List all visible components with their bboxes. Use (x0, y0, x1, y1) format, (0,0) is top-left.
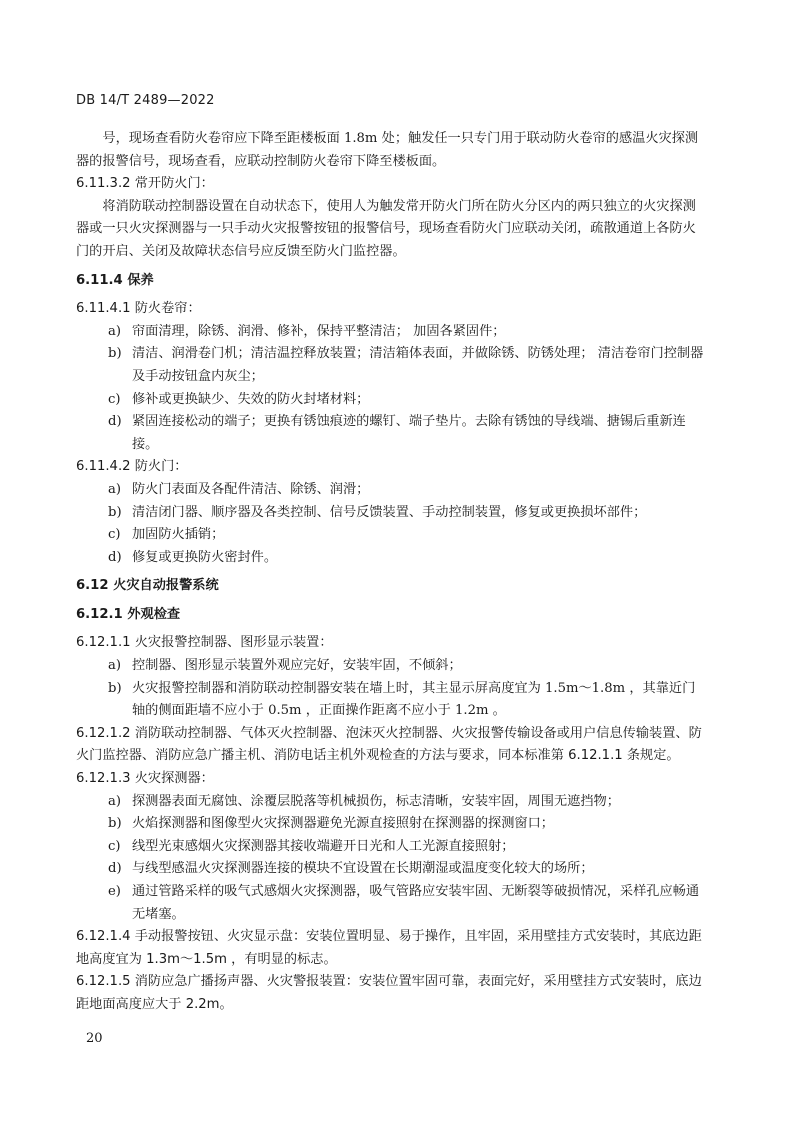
clause-6-12-1-2: 6.12.1.2 消防联动控制器、气体灭火控制器、泡沫灭火控制器、火灾报警传输设备或用户信息传输装置、防火门监控器、消防应急广播主机、消防电话主机外观检查的方法与要求，同本标准第 6.12.1.1 条规定。 (76, 725, 702, 764)
page-number: 20 (86, 1031, 103, 1046)
heading-6-12-1: 6.12.1 外观检查 (76, 606, 181, 622)
list-fire-shutter-maintenance (76, 321, 706, 457)
list-item: c) 线型光束感烟火灾探测器其接收端避开日光和人工光源直接照射； (108, 838, 515, 854)
list-item: e) 通过管路采样的吸气式感烟火灾探测器，吸气管路应安装牢固、无断裂等破损情况，采样孔应畅通无堵塞。 (108, 884, 700, 922)
list-item: c) 加固防火插销； (108, 527, 225, 543)
list-item: b) 清洁、润滑卷门机；清洁温控释放装置；清洁箱体表面，并做除锈、防锈处理； 清洁卷帘门控制器及手动按钮盒内灰尘； (108, 346, 704, 384)
list-item: a) 控制器、图形显示装置外观应完好，安装牢固，不倾斜； (108, 658, 462, 674)
clause-6-11-3-2: 6.11.3.2 常开防火门： (76, 176, 214, 192)
list-item: b) 火焰探测器和图像型火灾探测器避免光源直接照射在探测器的探测窗口； (108, 816, 554, 832)
clause-6-11-4-1: 6.11.4.1 防火卷帘： (76, 301, 201, 317)
list-item: d) 修复或更换防火密封件。 (108, 549, 278, 565)
clause-6-12-1-3: 6.12.1.3 火灾探测器： (76, 771, 214, 787)
clause-6-12-1-1: 6.12.1.1 火灾报警控制器、图形显示装置： (76, 635, 333, 651)
list-item: b) 清洁闭门器、顺序器及各类控制、信号反馈装置、手动控制装置，修复或更换损坏部件； (108, 504, 647, 520)
list-fire-door-maintenance (76, 479, 706, 569)
paragraph-fire-shutter-cont: 号，现场查看防火卷帘应下降至距楼板面 1.8m 处；触发任一只专门用于联动防火卷帘的感温火灾探测器的报警信号，现场查看，应联动控制防火卷帘下降至楼板面。 (76, 131, 699, 169)
document-body (76, 128, 706, 1017)
heading-6-11-4: 6.11.4 保养 (76, 272, 154, 288)
list-controller-appearance (76, 655, 706, 723)
list-item: a) 帘面清理，除锈、润滑、修补，保持平整清洁； 加固各紧固件； (108, 323, 506, 339)
list-item: b) 火灾报警控制器和消防联动控制器安装在墙上时，其主显示屏高度宜为 1.5m～1.8m ，其靠近门轴的侧面距墙不应小于 0.5m ，正面操作距离不应小于 1.2m 。 (108, 680, 696, 719)
document-header: DB 14/T 2489—2022 (76, 93, 215, 108)
heading-6-12: 6.12 火灾自动报警系统 (76, 578, 219, 594)
list-detector-appearance (76, 791, 706, 927)
paragraph-fire-door-linkage: 将消防联动控制器设置在自动状态下，使用人为触发常开防火门所在防火分区内的两只独立的火灾探测器或一只火灾探测器与一只手动火灾报警按钮的报警信号，现场查看防火门应联动关闭，疏散通道上各防火门的开启、关闭及故障状态信号应反馈至防火门监控器。 (76, 198, 696, 259)
clause-6-12-1-4: 6.12.1.4 手动报警按钮、火灾显示盘：安装位置明显、易于操作，且牢固，采用壁挂方式安装时，其底边距地高度宜为 1.3m～1.5m ，有明显的标志。 (76, 929, 702, 967)
list-item: d) 与线型感温火灾探测器连接的模块不宜设置在长期潮湿或温度变化较大的场所； (108, 861, 594, 877)
clause-6-12-1-5: 6.12.1.5 消防应急广播扬声器、火灾警报装置：安装位置牢固可靠，表面完好，采用壁挂方式安装时，底边距地面高度应大于 2.2m。 (76, 974, 702, 1012)
list-item: c) 修补或更换缺少、失效的防火封堵材料； (108, 391, 370, 407)
clause-6-11-4-2: 6.11.4.2 防火门： (76, 459, 188, 475)
list-item: d) 紧固连接松动的端子；更换有锈蚀痕迹的螺钉、端子垫片。去除有锈蚀的导线端、搪锡后重新连接。 (108, 414, 686, 452)
list-item: a) 探测器表面无腐蚀、涂覆层脱落等机械损伤，标志清晰，安装牢固，周围无遮挡物； (108, 793, 620, 809)
list-item: a) 防火门表面及各配件清洁、除锈、润滑； (108, 481, 370, 497)
